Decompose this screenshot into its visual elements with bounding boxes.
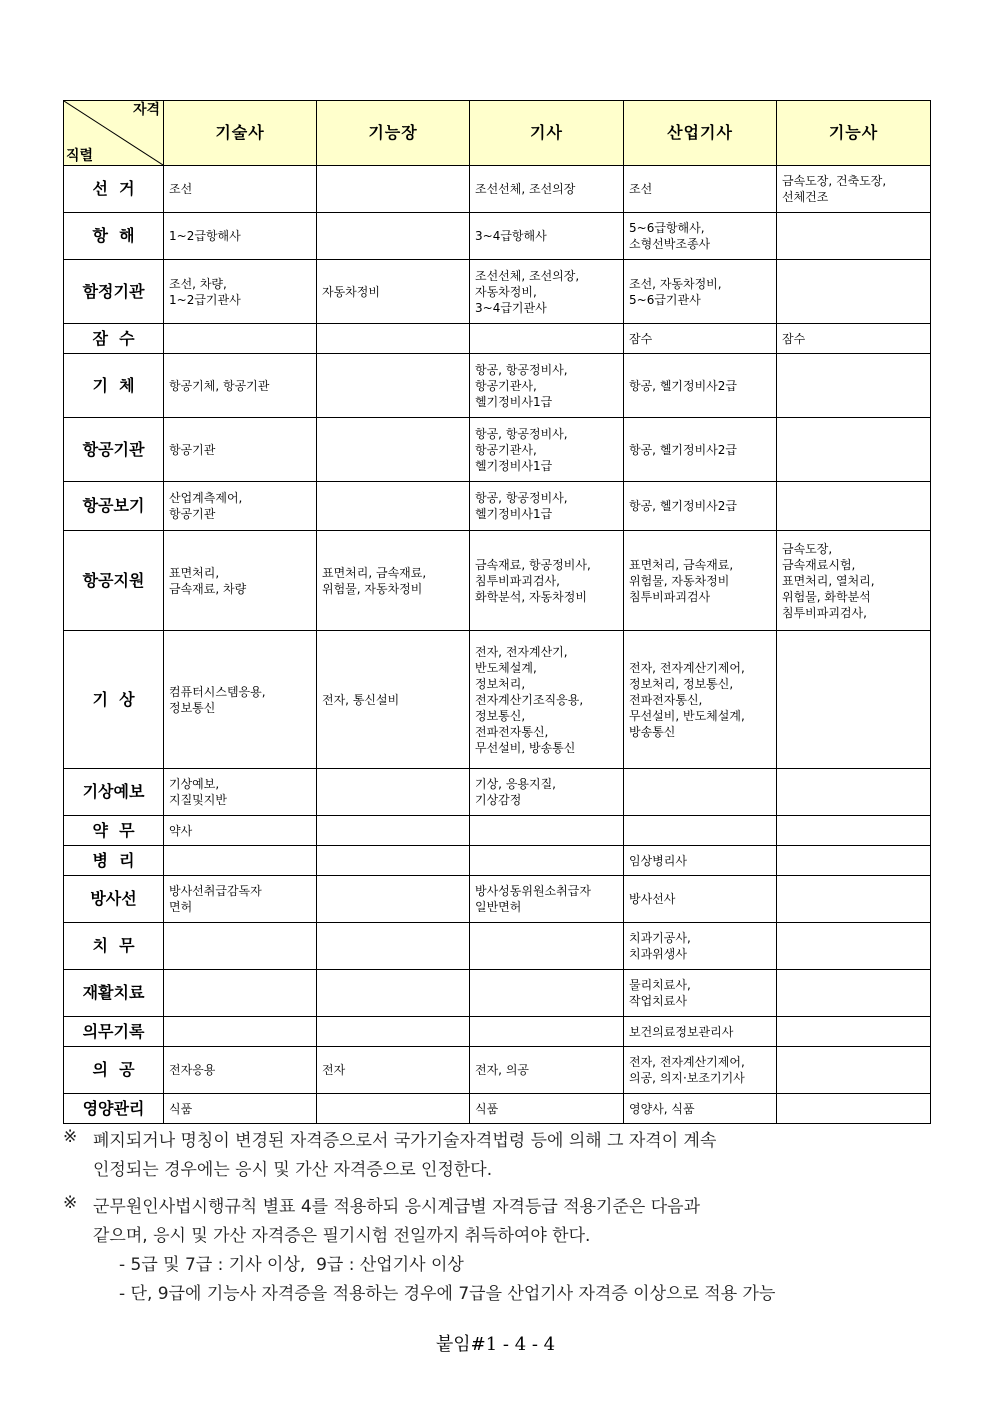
row-label: 재활치료 xyxy=(64,970,164,1017)
table-row xyxy=(64,816,931,846)
table-cell: 약사 xyxy=(164,816,317,846)
table-cell: 표면처리, 금속재료, 위험물, 자동차정비 xyxy=(317,531,470,631)
row-label: 방사선 xyxy=(64,876,164,923)
table-header-row xyxy=(64,101,931,166)
table-cell xyxy=(317,923,470,970)
table-cell: 항공, 헬기정비사2급 xyxy=(624,354,777,418)
table-cell: 항공, 헬기정비사2급 xyxy=(624,418,777,482)
table-cell xyxy=(777,418,931,482)
table-cell xyxy=(470,923,624,970)
table-cell: 잠수 xyxy=(624,324,777,354)
table-cell: 산업계측제어, 항공기관 xyxy=(164,482,317,531)
table-cell: 5~6급항해사, 소형선박조종사 xyxy=(624,213,777,260)
table-cell xyxy=(777,354,931,418)
table-cell: 전자 xyxy=(317,1047,470,1094)
row-label: 의무기록 xyxy=(64,1017,164,1047)
table-row xyxy=(64,1017,931,1047)
table-cell xyxy=(317,482,470,531)
table-cell: 항공, 항공정비사, 헬기정비사1급 xyxy=(470,482,624,531)
table-cell xyxy=(777,213,931,260)
table-cell xyxy=(317,816,470,846)
table-row xyxy=(64,970,931,1017)
row-label: 항공지원 xyxy=(64,531,164,631)
table-cell xyxy=(317,166,470,213)
row-label: 기 체 xyxy=(64,354,164,418)
table-cell xyxy=(317,769,470,816)
table-cell: 표면처리, 금속재료, 차량 xyxy=(164,531,317,631)
table-cell xyxy=(470,816,624,846)
table-cell: 전자, 전자계산기제어, 정보처리, 정보통신, 전파전자통신, 무선설비, 반도체설계, 방송통신 xyxy=(624,631,777,769)
header-col-2: 기사 xyxy=(470,101,624,166)
note-mark: ※ xyxy=(63,1127,78,1147)
table-cell xyxy=(777,970,931,1017)
header-corner-cell xyxy=(64,101,164,166)
table-row xyxy=(64,876,931,923)
row-label: 항 해 xyxy=(64,213,164,260)
table-cell xyxy=(317,1094,470,1124)
row-label: 영양관리 xyxy=(64,1094,164,1124)
row-label: 의 공 xyxy=(64,1047,164,1094)
row-label: 선 거 xyxy=(64,166,164,213)
table-cell: 영양사, 식품 xyxy=(624,1094,777,1124)
note-sub-item: - 5급 및 7급 : 기사 이상, 9급 : 산업기사 이상 xyxy=(119,1255,464,1275)
table-row xyxy=(64,324,931,354)
table-cell: 기상예보, 지질및지반 xyxy=(164,769,317,816)
row-label: 항공기관 xyxy=(64,418,164,482)
table-cell xyxy=(777,1094,931,1124)
header-col-1: 기능장 xyxy=(317,101,470,166)
table-cell: 물리치료사, 작업치료사 xyxy=(624,970,777,1017)
table-cell xyxy=(624,816,777,846)
header-col-4: 기능사 xyxy=(777,101,931,166)
table-cell: 치과기공사, 치과위생사 xyxy=(624,923,777,970)
table-cell xyxy=(777,631,931,769)
row-label: 기 상 xyxy=(64,631,164,769)
table-cell: 항공, 항공정비사, 항공기관사, 헬기정비사1급 xyxy=(470,354,624,418)
table-row xyxy=(64,213,931,260)
table-cell: 항공, 헬기정비사2급 xyxy=(624,482,777,531)
table-cell: 조선선체, 조선의장 xyxy=(470,166,624,213)
table-cell: 금속도장, 금속재료시험, 표면처리, 열처리, 위험물, 화학분석 침투비파괴검사, xyxy=(777,531,931,631)
table-cell xyxy=(317,846,470,876)
table-cell xyxy=(164,324,317,354)
table-cell: 보건의료정보관리사 xyxy=(624,1017,777,1047)
notes-section xyxy=(63,1127,943,1317)
note-item xyxy=(63,1193,943,1309)
table-cell: 표면처리, 금속재료, 위험물, 자동차정비 침투비파괴검사 xyxy=(624,531,777,631)
page-footer: 붙임#1 - 4 - 4 xyxy=(435,1334,556,1355)
table-cell: 전자, 의공 xyxy=(470,1047,624,1094)
table-cell: 방사선사 xyxy=(624,876,777,923)
table-cell: 전자응용 xyxy=(164,1047,317,1094)
row-label: 치 무 xyxy=(64,923,164,970)
table-cell: 항공기관 xyxy=(164,418,317,482)
table-row xyxy=(64,418,931,482)
note-sub-item: - 단, 9급에 기능사 자격증을 적용하는 경우에 7급을 산업기사 자격증 이상으로 적용 가능 xyxy=(119,1284,776,1304)
table-cell xyxy=(317,1017,470,1047)
table-cell xyxy=(317,876,470,923)
table-cell xyxy=(777,846,931,876)
table-cell: 전자, 전자계산기제어, 의공, 의지·보조기기사 xyxy=(624,1047,777,1094)
table-cell: 3~4급항해사 xyxy=(470,213,624,260)
table-cell xyxy=(777,1047,931,1094)
table-row xyxy=(64,769,931,816)
table-row xyxy=(64,1047,931,1094)
table-cell xyxy=(317,324,470,354)
table-cell: 임상병리사 xyxy=(624,846,777,876)
row-label: 잠 수 xyxy=(64,324,164,354)
table-cell xyxy=(777,482,931,531)
row-label: 약 무 xyxy=(64,816,164,846)
table-cell xyxy=(164,923,317,970)
header-col-0: 기술사 xyxy=(164,101,317,166)
table-cell: 컴퓨터시스템응용, 정보통신 xyxy=(164,631,317,769)
note-mark: ※ xyxy=(63,1193,78,1213)
table-row xyxy=(64,923,931,970)
table-body xyxy=(64,166,931,1124)
table-cell: 기상, 응용지질, 기상감정 xyxy=(470,769,624,816)
table-cell: 조선, 차량, 1~2급기관사 xyxy=(164,260,317,324)
table-row xyxy=(64,1094,931,1124)
table-cell xyxy=(317,354,470,418)
table-cell: 1~2급항해사 xyxy=(164,213,317,260)
table-cell: 금속재료, 항공정비사, 침투비파괴검사, 화학분석, 자동차정비 xyxy=(470,531,624,631)
table-cell xyxy=(777,923,931,970)
table-cell xyxy=(777,1017,931,1047)
table-cell: 식품 xyxy=(470,1094,624,1124)
table-cell xyxy=(624,769,777,816)
table-cell xyxy=(470,846,624,876)
row-label: 함정기관 xyxy=(64,260,164,324)
table-cell: 전자, 전자계산기, 반도체설계, 정보처리, 전자계산기조직응용, 정보통신, 전파전자통신, 무선설비, 방송통신 xyxy=(470,631,624,769)
table-cell xyxy=(164,1017,317,1047)
table-cell xyxy=(777,769,931,816)
table-row xyxy=(64,846,931,876)
table-cell xyxy=(164,970,317,1017)
table-cell xyxy=(317,213,470,260)
note-text: 폐지되거나 명칭이 변경된 자격증으로서 국가기술자격법령 등에 의해 그 자격이 계속 인정되는 경우에는 응시 및 가산 자격증으로 인정한다. xyxy=(93,1131,717,1180)
note-text: 군무원인사법시행규칙 별표 4를 적용하되 응시계급별 자격등급 적용기준은 다음과 같으며, 응시 및 가산 자격증은 필기시험 전일까지 취득하여야 한다. xyxy=(93,1197,700,1246)
table-cell xyxy=(317,418,470,482)
table-cell xyxy=(777,876,931,923)
table-cell xyxy=(470,1017,624,1047)
table-cell xyxy=(317,970,470,1017)
table-cell: 방사선취급감독자 면허 xyxy=(164,876,317,923)
table-row xyxy=(64,482,931,531)
header-corner-qualification: 자격 xyxy=(132,102,160,118)
table-cell: 방사성동위원소취급자 일반면허 xyxy=(470,876,624,923)
table-cell: 전자, 통신설비 xyxy=(317,631,470,769)
row-label: 기상예보 xyxy=(64,769,164,816)
table-row xyxy=(64,354,931,418)
table-row xyxy=(64,166,931,213)
table-row xyxy=(64,631,931,769)
table-cell: 금속도장, 건축도장, 선체건조 xyxy=(777,166,931,213)
table-cell xyxy=(470,970,624,1017)
table-cell: 조선선체, 조선의장, 자동차정비, 3~4급기관사 xyxy=(470,260,624,324)
qualification-table xyxy=(63,100,931,1124)
table-cell: 자동차정비 xyxy=(317,260,470,324)
table-cell: 식품 xyxy=(164,1094,317,1124)
table-row xyxy=(64,260,931,324)
table-row xyxy=(64,531,931,631)
table-cell: 항공기체, 항공기관 xyxy=(164,354,317,418)
header-corner-series: 직렬 xyxy=(66,148,94,164)
table-cell xyxy=(470,324,624,354)
table-cell: 조선 xyxy=(624,166,777,213)
table-cell xyxy=(777,260,931,324)
table-cell: 조선, 자동차정비, 5~6급기관사 xyxy=(624,260,777,324)
table-cell: 항공, 항공정비사, 항공기관사, 헬기정비사1급 xyxy=(470,418,624,482)
row-label: 항공보기 xyxy=(64,482,164,531)
note-item xyxy=(63,1127,943,1185)
row-label: 병 리 xyxy=(64,846,164,876)
table-cell xyxy=(164,846,317,876)
header-col-3: 산업기사 xyxy=(624,101,777,166)
table-cell: 조선 xyxy=(164,166,317,213)
table-cell xyxy=(777,816,931,846)
table-cell: 잠수 xyxy=(777,324,931,354)
